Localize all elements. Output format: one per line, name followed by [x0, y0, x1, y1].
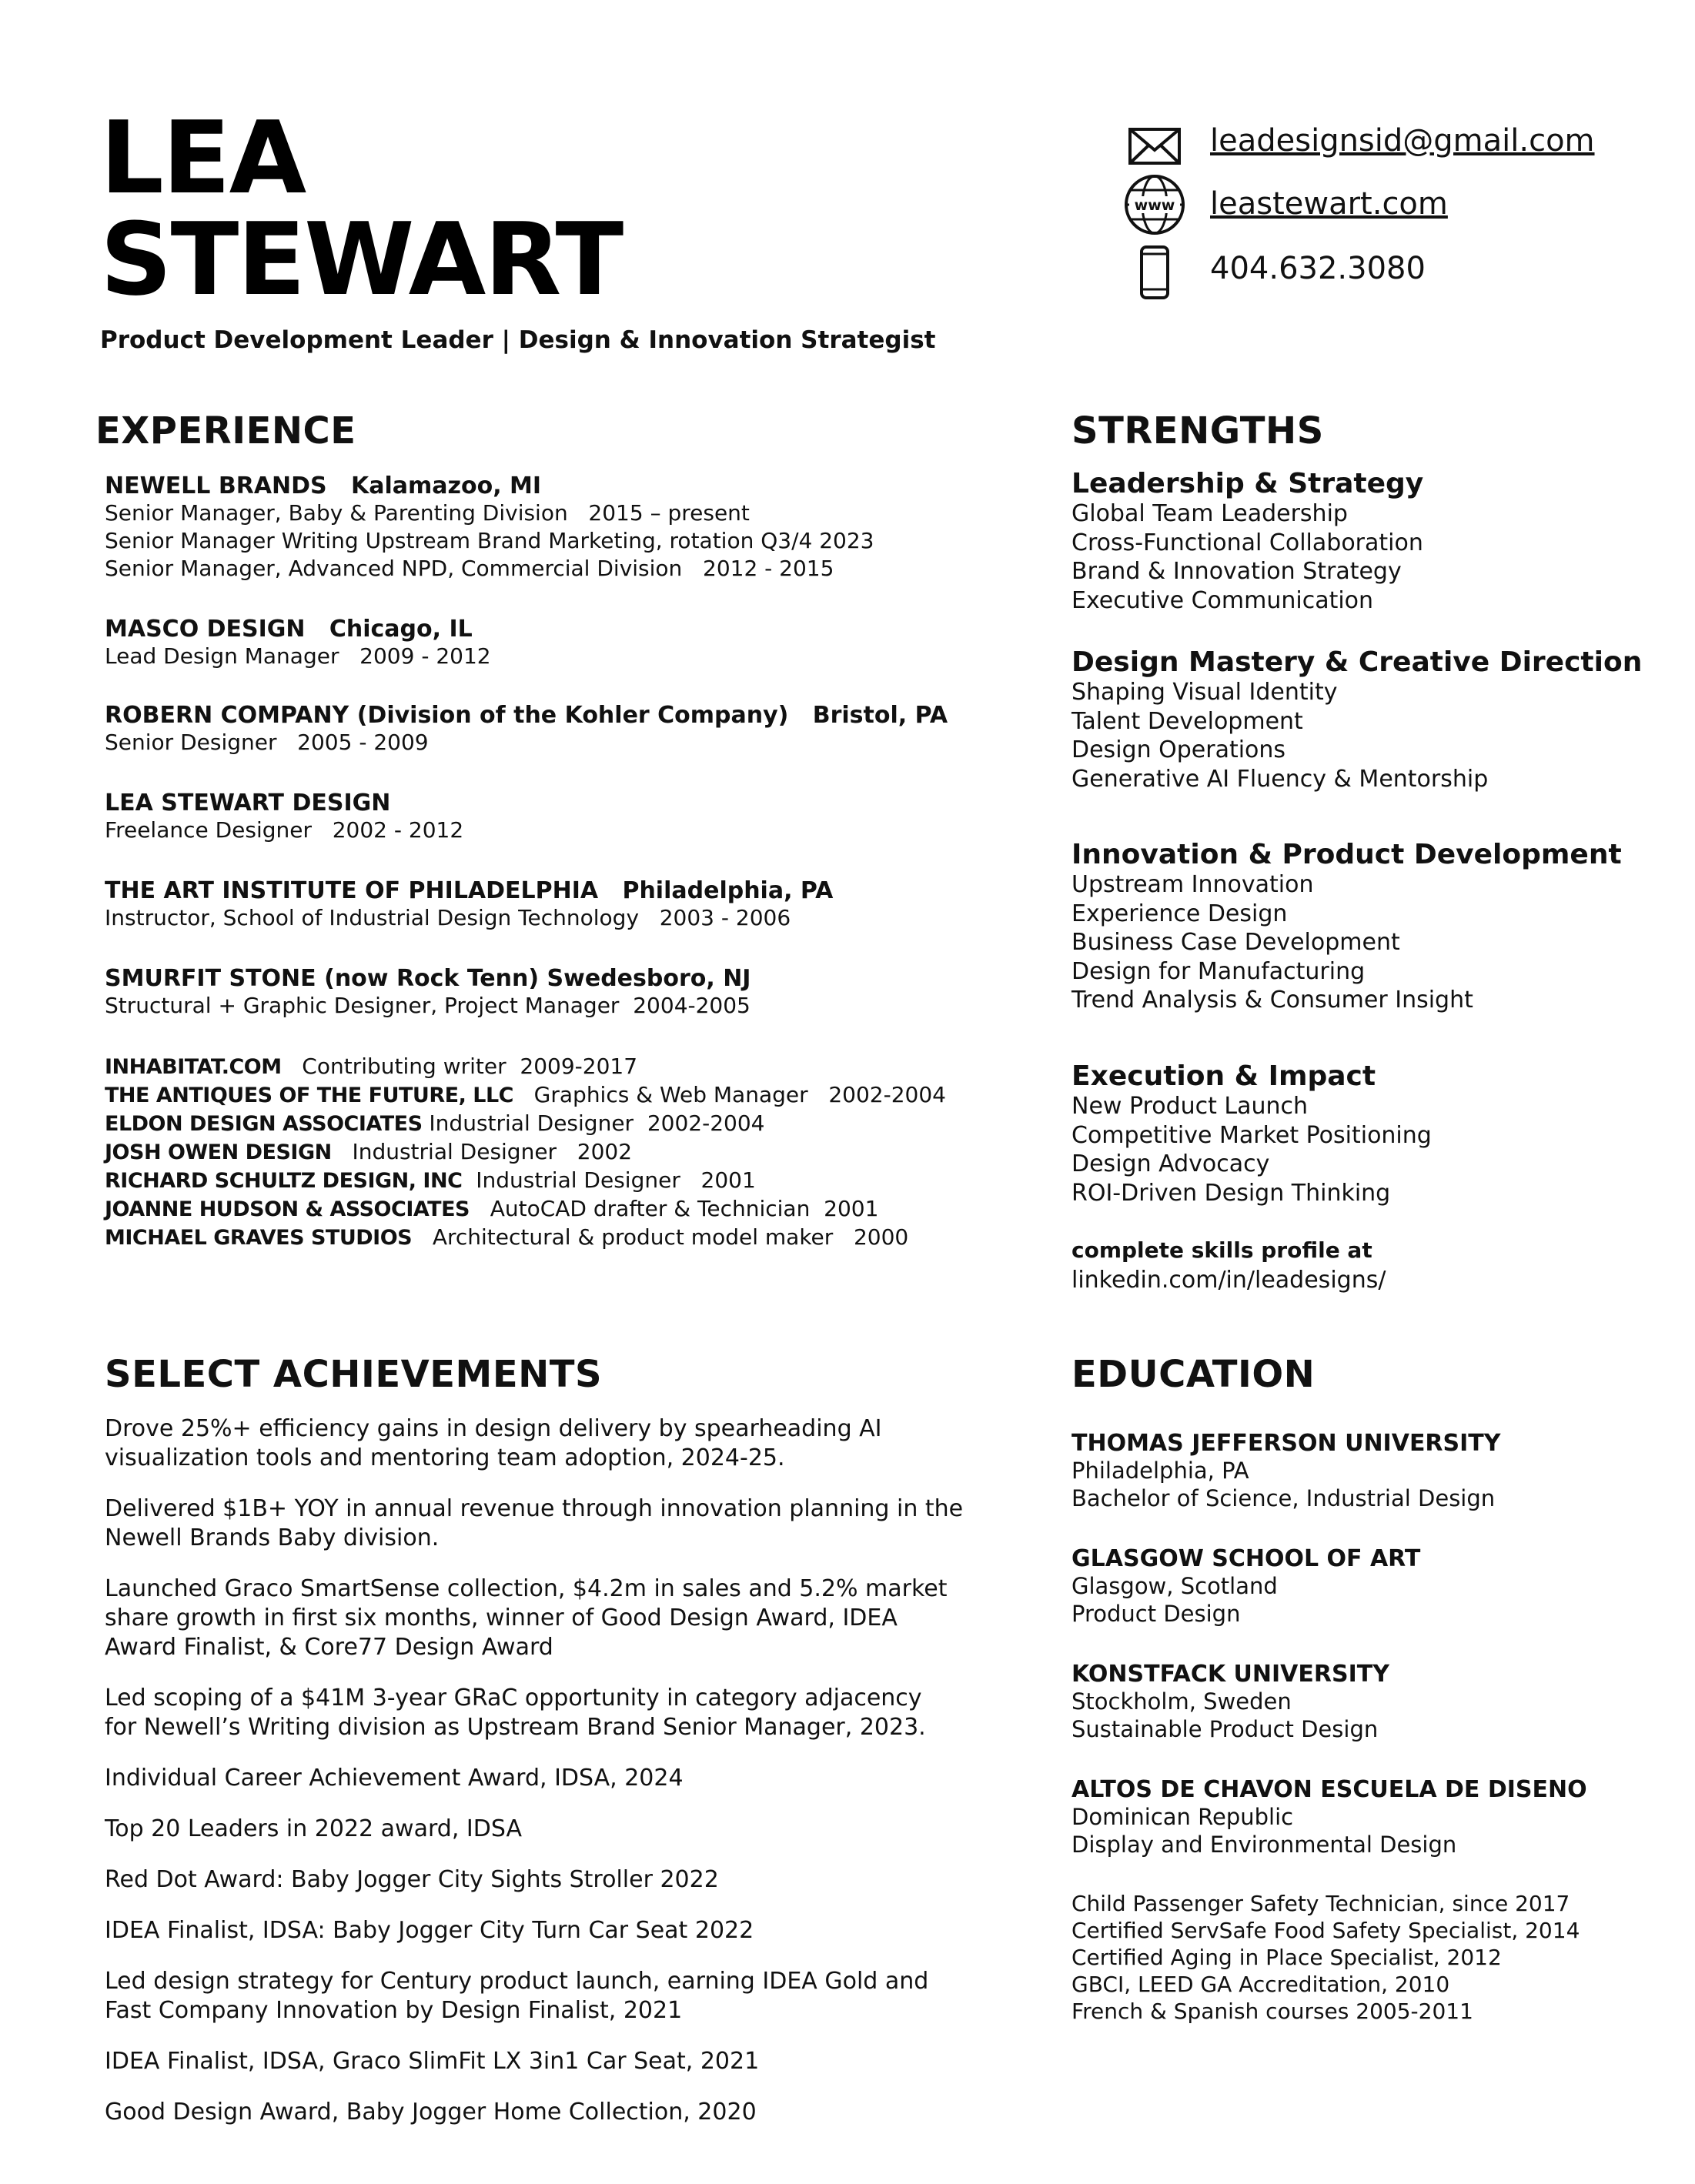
other-role: AutoCAD drafter & Technician 2001 — [490, 1196, 879, 1221]
strength-item: Generative AI Fluency & Mentorship — [1071, 765, 1489, 793]
certifications-list — [1071, 1890, 1580, 2025]
list-item — [105, 1167, 946, 1195]
education-heading: EDUCATION — [1071, 1353, 1316, 1396]
achievement-line: visualization tools and mentoring team adoption, 2024-25. — [105, 1444, 785, 1471]
other-org: INHABITAT.COM — [105, 1055, 282, 1079]
school-entry — [1071, 1430, 1501, 1512]
strength-item: Global Team Leadership — [1071, 500, 1348, 527]
strength-item: Design for Manufacturing — [1071, 957, 1366, 985]
strength-group-title: Innovation & Product Development — [1071, 839, 1622, 870]
job-smurfit-stone — [105, 965, 751, 1020]
school-name: KONSTFACK UNIVERSITY — [1071, 1661, 1389, 1688]
school-line: Glasgow, Scotland — [1071, 1573, 1278, 1599]
skills-profile-label: complete skills profile at — [1071, 1237, 1372, 1263]
list-item: Certified ServSafe Food Safety Specialist, 2014 — [1071, 1918, 1580, 1943]
list-item: GBCI, LEED GA Accreditation, 2010 — [1071, 1972, 1450, 1997]
envelope-icon — [1122, 114, 1187, 179]
school-line: Product Design — [1071, 1601, 1241, 1627]
email-link[interactable]: leadesignsid@gmail.com — [1210, 123, 1595, 159]
tagline: Product Development Leader | Design & Innovation Strategist — [100, 326, 936, 354]
other-role: Industrial Designer 2002 — [352, 1139, 633, 1164]
achievement-line: Top 20 Leaders in 2022 award, IDSA — [105, 1815, 522, 1842]
school-line: Stockholm, Sweden — [1071, 1688, 1292, 1715]
job-robern — [105, 702, 948, 756]
school-name: ALTOS DE CHAVON ESCUELA DE DISENO — [1071, 1776, 1587, 1803]
strength-item: Trend Analysis & Consumer Insight — [1071, 987, 1473, 1014]
school-name: GLASGOW SCHOOL OF ART — [1071, 1545, 1421, 1572]
list-item — [105, 2098, 975, 2127]
list-item — [105, 1195, 946, 1224]
list-item — [105, 1684, 975, 1742]
strengths-heading: STRENGTHS — [1071, 409, 1324, 452]
job-line: Lead Design Manager 2009 - 2012 — [105, 643, 491, 669]
strength-item: Talent Development — [1071, 707, 1303, 735]
other-org: JOANNE HUDSON & ASSOCIATES — [105, 1197, 470, 1221]
list-item — [105, 1224, 946, 1252]
achievements-heading: SELECT ACHIEVEMENTS — [105, 1353, 603, 1396]
other-org: THE ANTIQUES OF THE FUTURE, LLC — [105, 1084, 513, 1107]
first-name: LEA — [100, 99, 306, 216]
other-role: Architectural & product model maker 2000 — [432, 1224, 909, 1250]
job-line: Freelance Designer 2002 - 2012 — [105, 817, 464, 843]
other-org: JOSH OWEN DESIGN — [105, 1140, 332, 1164]
school-line: Dominican Republic — [1071, 1804, 1294, 1830]
achievement-line: for Newell’s Writing division as Upstream Brand Senior Manager, 2023. — [105, 1714, 926, 1741]
school-line: Philadelphia, PA — [1071, 1458, 1249, 1484]
strength-item: Shaping Visual Identity — [1071, 679, 1338, 706]
strength-group — [1071, 468, 1423, 615]
school-entry — [1071, 1545, 1420, 1628]
strength-group — [1071, 646, 1642, 793]
strength-item: Brand & Innovation Strategy — [1071, 558, 1402, 585]
strength-item: Executive Communication — [1071, 586, 1374, 614]
list-item: French & Spanish courses 2005-2011 — [1071, 1999, 1473, 2024]
achievement-line: Good Design Award, Baby Jogger Home Collection, 2020 — [105, 2099, 757, 2126]
other-role: Graphics & Web Manager 2002-2004 — [533, 1082, 946, 1107]
list-item — [105, 1815, 975, 1844]
other-role: Industrial Designer 2001 — [476, 1167, 756, 1193]
achievement-line: IDEA Finalist, IDSA, Graco SlimFit LX 3in1 Car Seat, 2021 — [105, 2048, 760, 2075]
list-item: Child Passenger Safety Technician, since 2017 — [1071, 1891, 1570, 1916]
job-line: Structural + Graphic Designer, Project Manager 2004-2005 — [105, 993, 751, 1018]
strength-group-title: Leadership & Strategy — [1071, 468, 1424, 499]
job-lea-stewart-design — [105, 790, 463, 844]
job-masco — [105, 616, 491, 670]
school-line: Bachelor of Science, Industrial Design — [1071, 1485, 1496, 1511]
job-line: Senior Manager Writing Upstream Brand Marketing, rotation Q3/4 2023 — [105, 528, 874, 553]
list-item — [105, 1053, 946, 1081]
list-item: Certified Aging in Place Specialist, 2012 — [1071, 1945, 1502, 1970]
school-name: THOMAS JEFFERSON UNIVERSITY — [1071, 1430, 1501, 1457]
school-entry — [1071, 1776, 1587, 1858]
list-item — [105, 1414, 975, 1473]
achievement-line: Led scoping of a $41M 3-year GRaC opportunity in category adjacency — [105, 1685, 922, 1711]
other-role: Contributing writer 2009-2017 — [302, 1054, 638, 1079]
other-experience-list — [105, 1053, 946, 1252]
job-newell — [105, 473, 874, 583]
list-item — [105, 1865, 975, 1895]
linkedin-link[interactable]: linkedin.com/in/leadesigns/ — [1071, 1267, 1386, 1294]
strength-group-title: Execution & Impact — [1071, 1060, 1376, 1092]
strength-item: Business Case Development — [1071, 929, 1400, 956]
strength-group-title: Design Mastery & Creative Direction — [1071, 646, 1643, 678]
school-line: Display and Environmental Design — [1071, 1832, 1457, 1858]
strength-item: Competitive Market Positioning — [1071, 1121, 1432, 1149]
other-org: MICHAEL GRAVES STUDIOS — [105, 1226, 413, 1250]
strength-group — [1071, 839, 1622, 1015]
achievement-line: Led design strategy for Century product launch, earning IDEA Gold and — [105, 1968, 929, 1995]
achievement-line: Newell Brands Baby division. — [105, 1524, 440, 1551]
job-org: NEWELL BRANDS Kalamazoo, MI — [105, 473, 542, 499]
achievement-line: Delivered $1B+ YOY in annual revenue through innovation planning in the — [105, 1495, 964, 1522]
list-item — [105, 1967, 975, 2025]
achievement-line: Fast Company Innovation by Design Finalist, 2021 — [105, 1997, 683, 2024]
strength-item: Experience Design — [1071, 900, 1288, 927]
strength-item: Design Advocacy — [1071, 1150, 1270, 1177]
job-line: Senior Manager, Baby & Parenting Division 2015 – present — [105, 500, 750, 526]
strength-item: Design Operations — [1071, 736, 1286, 763]
job-line: Instructor, School of Industrial Design Technology 2003 - 2006 — [105, 905, 791, 930]
job-org: LEA STEWART DESIGN — [105, 790, 391, 816]
strength-item: New Product Launch — [1071, 1093, 1309, 1120]
strength-item: Upstream Innovation — [1071, 871, 1314, 898]
list-item — [105, 1764, 975, 1793]
achievement-line: share growth in first six months, winner of Good Design Award, IDEA — [105, 1605, 898, 1631]
other-role: Industrial Designer 2002-2004 — [429, 1110, 765, 1136]
strength-group — [1071, 1060, 1432, 1207]
job-org: MASCO DESIGN Chicago, IL — [105, 616, 473, 643]
job-org: ROBERN COMPANY (Division of the Kohler Company) Bristol, PA — [105, 702, 948, 729]
school-entry — [1071, 1661, 1389, 1743]
list-item — [105, 2047, 975, 2076]
other-org: ELDON DESIGN ASSOCIATES — [105, 1112, 423, 1136]
school-line: Sustainable Product Design — [1071, 1716, 1379, 1742]
achievement-line: Red Dot Award: Baby Jogger City Sights Stroller 2022 — [105, 1866, 719, 1893]
achievement-line: Drove 25%+ efficiency gains in design delivery by spearheading AI — [105, 1415, 882, 1442]
last-name: STEWART — [100, 201, 623, 318]
list-item — [105, 1081, 946, 1110]
list-item — [105, 1916, 975, 1945]
achievement-line: Launched Graco SmartSense collection, $4.2m in sales and 5.2% market — [105, 1575, 948, 1602]
mobile-phone-icon — [1122, 240, 1187, 305]
svg-text:www: www — [1134, 197, 1175, 214]
achievement-list — [105, 1414, 975, 2127]
job-org: SMURFIT STONE (now Rock Tenn) Swedesboro, NJ — [105, 965, 751, 992]
achievement-line: Award Finalist, & Core77 Design Award — [105, 1634, 553, 1661]
achievement-line: Individual Career Achievement Award, IDSA, 2024 — [105, 1765, 684, 1792]
experience-heading: EXPERIENCE — [95, 409, 356, 452]
strength-item: ROI-Driven Design Thinking — [1071, 1179, 1391, 1207]
job-org: THE ART INSTITUTE OF PHILADELPHIA Philadelphia, PA — [105, 877, 834, 904]
list-item — [105, 1494, 975, 1553]
other-org: RICHARD SCHULTZ DESIGN, INC — [105, 1169, 463, 1193]
list-item — [105, 1110, 946, 1138]
website-link[interactable]: leastewart.com — [1210, 186, 1448, 222]
list-item — [105, 1138, 946, 1167]
strength-item: Cross-Functional Collaboration — [1071, 529, 1423, 556]
globe-www-icon — [1122, 172, 1187, 237]
phone-number: 404.632.3080 — [1210, 251, 1426, 286]
job-line: Senior Manager, Advanced NPD, Commercial Division 2012 - 2015 — [105, 556, 834, 581]
achievement-line: IDEA Finalist, IDSA: Baby Jogger City Turn Car Seat 2022 — [105, 1917, 754, 1944]
job-art-institute — [105, 877, 833, 932]
job-line: Senior Designer 2005 - 2009 — [105, 730, 429, 755]
list-item — [105, 1575, 975, 1662]
